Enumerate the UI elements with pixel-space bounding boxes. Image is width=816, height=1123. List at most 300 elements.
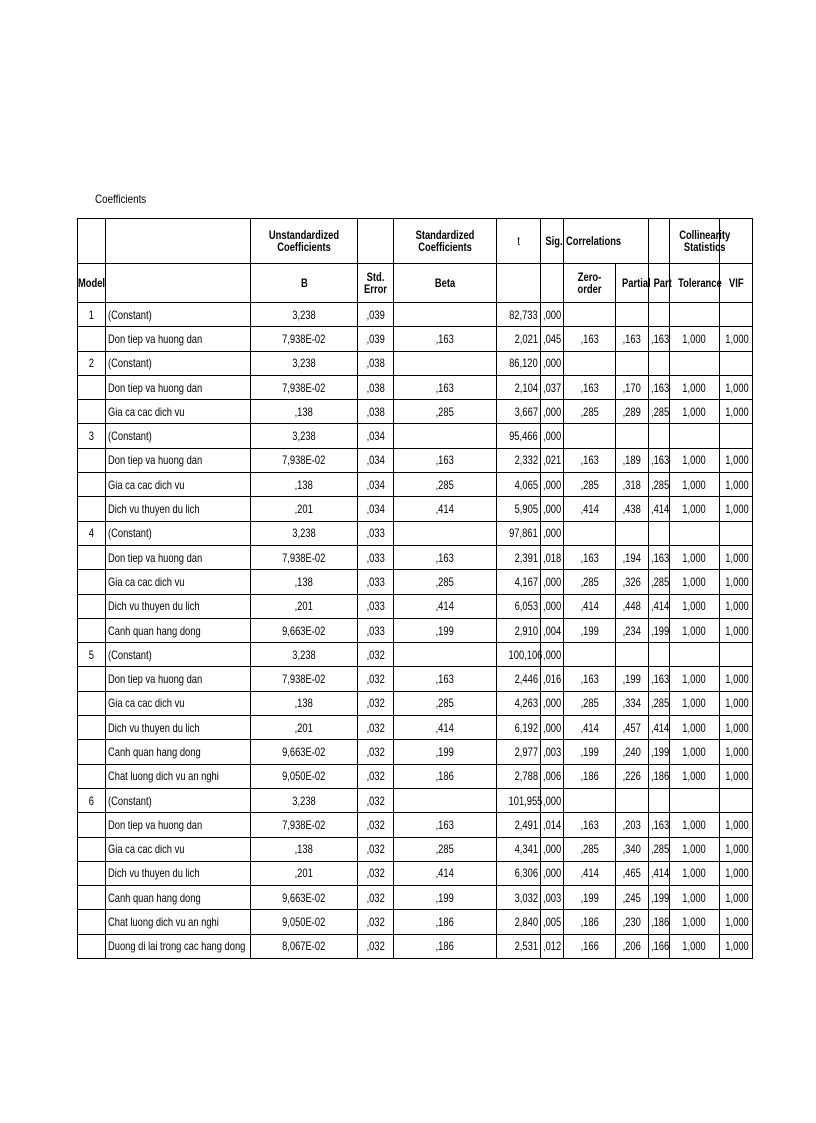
cell-sig: ,003 [541,740,564,764]
cell-model [78,375,106,399]
cell-std-error: ,032 [358,910,394,934]
cell-tolerance [670,643,720,667]
table-row [78,667,753,691]
cell-zero-order: ,285 [564,837,616,861]
cell-std-error: ,034 [358,473,394,497]
table-row [78,837,753,861]
cell-part: ,285 [649,691,670,715]
cell-beta: ,163 [394,448,497,472]
cell-b: 7,938E-02 [251,545,358,569]
cell-part: ,414 [649,497,670,521]
cell-predictor: (Constant) [106,424,251,448]
cell-predictor: Chat luong dich vu an nghi [106,910,251,934]
cell-partial: ,318 [616,473,649,497]
cell-part: ,199 [649,886,670,910]
cell-tolerance [670,521,720,545]
cell-std-error: ,038 [358,351,394,375]
cell-beta: ,414 [394,594,497,618]
cell-sig: ,016 [541,667,564,691]
cell-vif: 1,000 [720,691,753,715]
cell-model [78,497,106,521]
cell-beta: ,199 [394,618,497,642]
cell-partial: ,226 [616,764,649,788]
cell-t: 2,977 [497,740,541,764]
cell-model: 3 [78,424,106,448]
table-row [78,375,753,399]
cell-t: 4,263 [497,691,541,715]
cell-std-error: ,033 [358,594,394,618]
cell-zero-order: ,186 [564,764,616,788]
cell-zero-order: ,199 [564,740,616,764]
cell-tolerance: 1,000 [670,910,720,934]
table-row [78,424,753,448]
cell-predictor: Canh quan hang dong [106,740,251,764]
cell-zero-order: ,163 [564,375,616,399]
cell-b: 3,238 [251,643,358,667]
header-unstandardized: Unstandardized Coefficients [251,219,358,264]
table-row [78,618,753,642]
cell-zero-order [564,351,616,375]
cell-t: 6,053 [497,594,541,618]
header-zero-order: Zero-order [564,264,616,303]
cell-b: 7,938E-02 [251,448,358,472]
cell-model [78,716,106,740]
table-row [78,716,753,740]
cell-beta: ,414 [394,497,497,521]
cell-predictor: Gia ca cac dich vu [106,570,251,594]
cell-t: 4,167 [497,570,541,594]
cell-sig: ,003 [541,886,564,910]
cell-part: ,285 [649,473,670,497]
cell-part: ,414 [649,716,670,740]
cell-std-error: ,032 [358,886,394,910]
cell-t: 6,306 [497,861,541,885]
cell-beta: ,163 [394,667,497,691]
cell-beta [394,788,497,812]
cell-vif: 1,000 [720,545,753,569]
cell-b: 3,238 [251,351,358,375]
cell-tolerance: 1,000 [670,327,720,351]
header-standardized: Standardized Coefficients [394,219,497,264]
cell-model [78,570,106,594]
cell-b: 9,050E-02 [251,764,358,788]
cell-tolerance [670,788,720,812]
header-blank-se [358,219,394,264]
cell-zero-order [564,303,616,327]
cell-model: 2 [78,351,106,375]
cell-zero-order: ,414 [564,497,616,521]
table-row [78,861,753,885]
cell-beta [394,351,497,375]
cell-predictor: (Constant) [106,521,251,545]
header-collinearity: Collinearity Statistics [670,219,720,264]
cell-b: ,201 [251,716,358,740]
table-row [78,473,753,497]
cell-t: 82,733 [497,303,541,327]
cell-zero-order: ,414 [564,861,616,885]
cell-t: 3,032 [497,886,541,910]
cell-partial: ,170 [616,375,649,399]
cell-b: ,138 [251,473,358,497]
cell-partial: ,189 [616,448,649,472]
cell-zero-order: ,163 [564,545,616,569]
cell-b: 7,938E-02 [251,375,358,399]
cell-predictor: (Constant) [106,351,251,375]
cell-partial: ,240 [616,740,649,764]
cell-model [78,813,106,837]
cell-std-error: ,032 [358,716,394,740]
header-model: Model [78,264,106,303]
cell-model [78,594,106,618]
cell-model [78,837,106,861]
cell-partial: ,203 [616,813,649,837]
cell-t: 4,065 [497,473,541,497]
cell-part [649,788,670,812]
cell-part [649,643,670,667]
header-blank-sig [541,264,564,303]
cell-t: 2,840 [497,910,541,934]
cell-vif: 1,000 [720,764,753,788]
cell-vif: 1,000 [720,837,753,861]
table-row [78,813,753,837]
table-title: Coefficients [95,192,147,206]
cell-predictor: Canh quan hang dong [106,618,251,642]
cell-model [78,448,106,472]
cell-t: 6,192 [497,716,541,740]
cell-zero-order [564,643,616,667]
cell-b: ,201 [251,861,358,885]
cell-beta [394,303,497,327]
cell-model [78,910,106,934]
cell-model [78,691,106,715]
cell-model [78,861,106,885]
cell-sig: ,000 [541,351,564,375]
cell-t: 2,788 [497,764,541,788]
cell-b: 7,938E-02 [251,667,358,691]
cell-b: ,138 [251,837,358,861]
cell-zero-order: ,163 [564,327,616,351]
cell-tolerance [670,424,720,448]
cell-sig: ,000 [541,643,564,667]
cell-vif: 1,000 [720,473,753,497]
header-partial: Partial [616,264,649,303]
cell-t: 100,106 [497,643,541,667]
header-blank-predictor-2 [106,264,251,303]
cell-std-error: ,032 [358,643,394,667]
cell-sig: ,000 [541,400,564,424]
cell-beta: ,285 [394,837,497,861]
cell-zero-order: ,414 [564,716,616,740]
cell-tolerance: 1,000 [670,570,720,594]
header-row-1 [78,219,753,264]
cell-beta: ,285 [394,570,497,594]
cell-std-error: ,039 [358,327,394,351]
header-blank-model [78,219,106,264]
cell-model [78,400,106,424]
cell-tolerance: 1,000 [670,375,720,399]
header-sig: Sig. [541,219,564,264]
cell-model [78,934,106,958]
cell-predictor: Dich vu thuyen du lich [106,594,251,618]
cell-zero-order: ,186 [564,910,616,934]
cell-vif [720,521,753,545]
table-row [78,740,753,764]
table-row [78,400,753,424]
cell-part: ,285 [649,570,670,594]
cell-vif: 1,000 [720,934,753,958]
cell-t: 97,861 [497,521,541,545]
cell-model: 5 [78,643,106,667]
cell-vif: 1,000 [720,910,753,934]
cell-part: ,163 [649,375,670,399]
cell-b: 3,238 [251,424,358,448]
cell-partial: ,199 [616,667,649,691]
cell-zero-order: ,285 [564,400,616,424]
cell-part: ,199 [649,740,670,764]
cell-part: ,414 [649,594,670,618]
table-row [78,351,753,375]
cell-partial [616,521,649,545]
cell-zero-order: ,285 [564,691,616,715]
header-part: Part [649,264,670,303]
cell-predictor: (Constant) [106,788,251,812]
cell-t: 2,531 [497,934,541,958]
header-std-error: Std. Error [358,264,394,303]
header-tolerance: Tolerance [670,264,720,303]
cell-predictor: Don tiep va huong dan [106,813,251,837]
table-row [78,521,753,545]
cell-partial [616,424,649,448]
cell-beta: ,186 [394,934,497,958]
cell-b: ,138 [251,691,358,715]
cell-vif [720,303,753,327]
cell-zero-order: ,285 [564,473,616,497]
cell-sig: ,000 [541,861,564,885]
cell-predictor: Dich vu thuyen du lich [106,497,251,521]
cell-vif [720,351,753,375]
cell-b: 7,938E-02 [251,813,358,837]
cell-part: ,166 [649,934,670,958]
cell-beta: ,186 [394,910,497,934]
cell-t: 2,491 [497,813,541,837]
header-row-2 [78,264,753,303]
header-b: B [251,264,358,303]
cell-std-error: ,039 [358,303,394,327]
cell-partial: ,334 [616,691,649,715]
cell-model: 1 [78,303,106,327]
header-blank-predictor [106,219,251,264]
cell-predictor: Don tiep va huong dan [106,667,251,691]
cell-model: 4 [78,521,106,545]
cell-predictor: Gia ca cac dich vu [106,837,251,861]
cell-sig: ,000 [541,303,564,327]
cell-predictor: Gia ca cac dich vu [106,691,251,715]
table-row [78,594,753,618]
cell-sig: ,037 [541,375,564,399]
cell-b: 9,050E-02 [251,910,358,934]
cell-sig: ,000 [541,521,564,545]
cell-model [78,545,106,569]
cell-t: 2,332 [497,448,541,472]
table-row [78,448,753,472]
cell-t: 4,341 [497,837,541,861]
cell-sig: ,005 [541,910,564,934]
cell-sig: ,000 [541,691,564,715]
cell-beta: ,285 [394,691,497,715]
cell-beta: ,199 [394,740,497,764]
cell-predictor: Dich vu thuyen du lich [106,861,251,885]
cell-t: 5,905 [497,497,541,521]
cell-model [78,886,106,910]
cell-vif: 1,000 [720,570,753,594]
cell-zero-order: ,163 [564,813,616,837]
cell-t: 2,910 [497,618,541,642]
cell-part: ,163 [649,813,670,837]
cell-predictor: (Constant) [106,643,251,667]
coefficients-table [77,218,753,959]
table-row [78,934,753,958]
cell-beta [394,424,497,448]
cell-zero-order [564,424,616,448]
cell-tolerance: 1,000 [670,813,720,837]
cell-b: ,138 [251,570,358,594]
cell-tolerance: 1,000 [670,473,720,497]
cell-predictor: Gia ca cac dich vu [106,400,251,424]
cell-std-error: ,033 [358,570,394,594]
cell-std-error: ,038 [358,400,394,424]
cell-vif [720,643,753,667]
cell-partial: ,163 [616,327,649,351]
cell-predictor: Dich vu thuyen du lich [106,716,251,740]
cell-part: ,163 [649,448,670,472]
cell-vif: 1,000 [720,886,753,910]
cell-model [78,327,106,351]
cell-predictor: Don tiep va huong dan [106,448,251,472]
cell-b: 3,238 [251,303,358,327]
cell-vif: 1,000 [720,400,753,424]
cell-tolerance: 1,000 [670,400,720,424]
cell-beta [394,643,497,667]
cell-part [649,521,670,545]
header-correlations: Correlations [564,219,649,264]
cell-vif: 1,000 [720,667,753,691]
cell-model [78,740,106,764]
cell-part [649,303,670,327]
cell-zero-order: ,166 [564,934,616,958]
cell-vif [720,424,753,448]
cell-std-error: ,032 [358,667,394,691]
table-row [78,886,753,910]
table-row [78,910,753,934]
cell-tolerance: 1,000 [670,716,720,740]
cell-beta: ,163 [394,327,497,351]
cell-predictor: Don tiep va huong dan [106,327,251,351]
cell-sig: ,012 [541,934,564,958]
cell-zero-order [564,788,616,812]
cell-predictor: Gia ca cac dich vu [106,473,251,497]
table-row [78,497,753,521]
cell-std-error: ,034 [358,448,394,472]
cell-partial: ,326 [616,570,649,594]
table-row [78,691,753,715]
cell-tolerance: 1,000 [670,764,720,788]
cell-beta: ,285 [394,473,497,497]
cell-sig: ,004 [541,618,564,642]
cell-vif: 1,000 [720,448,753,472]
cell-t: 86,120 [497,351,541,375]
cell-part: ,163 [649,327,670,351]
cell-tolerance [670,351,720,375]
cell-b: 9,663E-02 [251,740,358,764]
cell-sig: ,000 [541,716,564,740]
cell-beta: ,186 [394,764,497,788]
cell-sig: ,000 [541,424,564,448]
header-t: t [497,219,541,264]
header-blank-part [649,219,670,264]
cell-vif: 1,000 [720,327,753,351]
table-row [78,788,753,812]
cell-partial [616,351,649,375]
cell-sig: ,021 [541,448,564,472]
cell-part: ,163 [649,667,670,691]
cell-vif: 1,000 [720,618,753,642]
cell-part [649,351,670,375]
cell-zero-order: ,199 [564,618,616,642]
cell-t: 101,955 [497,788,541,812]
cell-sig: ,000 [541,497,564,521]
cell-std-error: ,032 [358,764,394,788]
cell-std-error: ,033 [358,545,394,569]
cell-model: 6 [78,788,106,812]
cell-vif: 1,000 [720,813,753,837]
cell-sig: ,014 [541,813,564,837]
cell-partial: ,465 [616,861,649,885]
cell-b: 9,663E-02 [251,618,358,642]
cell-t: 3,667 [497,400,541,424]
cell-model [78,618,106,642]
cell-tolerance [670,303,720,327]
cell-zero-order: ,163 [564,448,616,472]
cell-model [78,764,106,788]
cell-zero-order: ,163 [564,667,616,691]
header-vif: VIF [720,264,753,303]
cell-std-error: ,034 [358,424,394,448]
table-row [78,570,753,594]
cell-vif: 1,000 [720,497,753,521]
cell-std-error: ,032 [358,934,394,958]
cell-sig: ,006 [541,764,564,788]
cell-t: 2,021 [497,327,541,351]
cell-sig: ,045 [541,327,564,351]
cell-std-error: ,034 [358,497,394,521]
cell-beta: ,163 [394,375,497,399]
cell-std-error: ,032 [358,813,394,837]
cell-beta: ,414 [394,716,497,740]
cell-std-error: ,038 [358,375,394,399]
cell-partial: ,340 [616,837,649,861]
cell-tolerance: 1,000 [670,448,720,472]
cell-partial: ,194 [616,545,649,569]
cell-zero-order: ,414 [564,594,616,618]
cell-tolerance: 1,000 [670,545,720,569]
header-beta: Beta [394,264,497,303]
cell-beta: ,414 [394,861,497,885]
cell-std-error: ,033 [358,521,394,545]
cell-partial: ,289 [616,400,649,424]
cell-predictor: Canh quan hang dong [106,886,251,910]
cell-sig: ,000 [541,594,564,618]
cell-vif: 1,000 [720,594,753,618]
